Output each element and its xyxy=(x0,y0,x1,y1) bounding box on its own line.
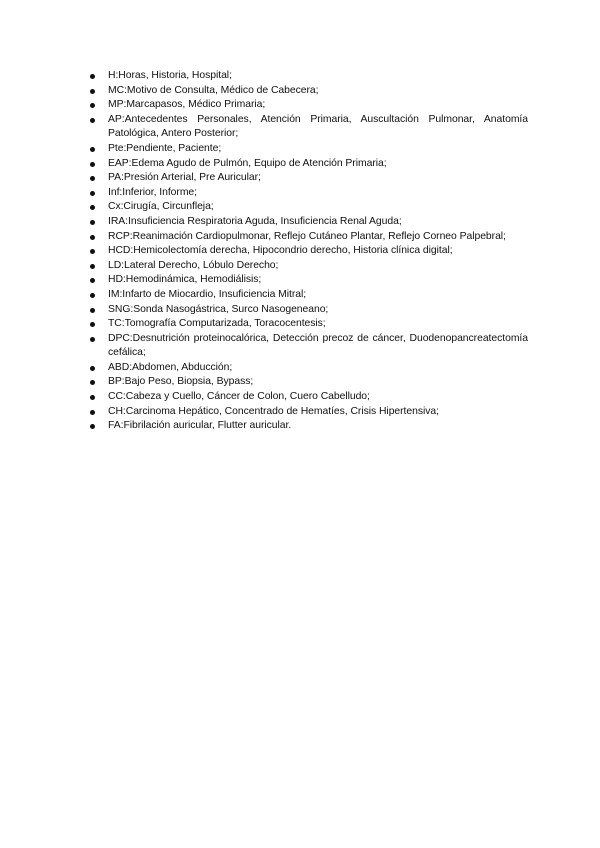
bullet-icon xyxy=(90,89,95,94)
list-item-text: MC:Motivo de Consulta, Médico de Cabecera; xyxy=(108,84,319,96)
list-item-text: AP:Antecedentes Personales, Atención Primaria, Auscultación Pulmonar, Anatomía Patológica, Antero Posterior; xyxy=(108,113,528,140)
list-item-text: HCD:Hemicolectomía derecha, Hipocondrio derecho, Historia clínica digital; xyxy=(108,245,453,257)
list-item-text: TC:Tomografía Computarizada, Toracocentesis; xyxy=(108,318,326,330)
list-item xyxy=(90,273,528,288)
list-item xyxy=(90,230,528,245)
list-item xyxy=(90,113,528,142)
list-item-text: SNG:Sonda Nasogástrica, Surco Nasogeneano; xyxy=(108,303,329,315)
bullet-icon xyxy=(90,293,95,298)
bullet-icon xyxy=(90,424,95,429)
bullet-icon xyxy=(90,176,95,181)
bullet-icon xyxy=(90,410,95,415)
list-item-text: H:Horas, Historia, Hospital; xyxy=(108,70,232,81)
list-item xyxy=(90,84,528,99)
bullet-icon xyxy=(90,308,95,313)
list-item xyxy=(90,303,528,318)
bullet-icon xyxy=(90,191,95,196)
list-item-text: MP:Marcapasos, Médico Primaria; xyxy=(108,99,266,111)
bullet-icon xyxy=(90,264,95,269)
list-item-text: FA:Fibrilación auricular, Flutter auricular. xyxy=(108,420,292,432)
bullet-icon xyxy=(90,74,95,79)
list-item xyxy=(90,171,528,186)
list-item xyxy=(90,98,528,113)
list-item-text: ABD:Abdomen, Abducción; xyxy=(108,361,233,373)
list-item-text: PA:Presión Arterial, Pre Auricular; xyxy=(108,172,261,184)
list-item xyxy=(90,332,528,361)
list-item-text: Cx:Cirugía, Circunfleja; xyxy=(108,201,214,213)
list-item-text: IM:Infarto de Miocardio, Insuficiencia Mitral; xyxy=(108,288,307,300)
list-item xyxy=(90,361,528,376)
list-item xyxy=(90,375,528,390)
list-item xyxy=(90,390,528,405)
list-item-text: IRA:Insuficiencia Respiratoria Aguda, Insuficiencia Renal Aguda; xyxy=(108,215,402,227)
bullet-icon xyxy=(90,366,95,371)
list-item xyxy=(90,288,528,303)
list-item xyxy=(90,215,528,230)
bullet-icon xyxy=(90,278,95,283)
bullet-icon xyxy=(90,162,95,167)
bullet-icon xyxy=(90,220,95,225)
list-item-text: Inf:Inferior, Informe; xyxy=(108,186,197,198)
list-item-text: HD:Hemodinámica, Hemodiálisis; xyxy=(108,274,262,286)
bullet-icon xyxy=(90,380,95,385)
list-item xyxy=(90,200,528,215)
bullet-icon xyxy=(90,395,95,400)
list-item-text: BP:Bajo Peso, Biopsia, Bypass; xyxy=(108,376,254,388)
list-item xyxy=(90,419,528,434)
bullet-icon xyxy=(90,235,95,240)
list-item-text: RCP:Reanimación Cardiopulmonar, Reflejo Cutáneo Plantar, Reflejo Corneo Palpebral; xyxy=(108,230,506,242)
list-item xyxy=(90,259,528,274)
bullet-icon xyxy=(90,249,95,254)
list-item xyxy=(90,157,528,172)
bullet-icon xyxy=(90,322,95,327)
list-item-text: Pte:Pendiente, Paciente; xyxy=(108,142,222,154)
bullet-icon xyxy=(90,205,95,210)
bullet-icon xyxy=(90,118,95,123)
bullet-icon xyxy=(90,337,95,342)
list-item xyxy=(90,317,528,332)
list-item-text: DPC:Desnutrición proteinocalórica, Detección precoz de cáncer, Duodenopancreatectomía cefálica; xyxy=(108,332,528,359)
list-item xyxy=(90,142,528,157)
abbreviation-list xyxy=(90,69,528,434)
bullet-icon xyxy=(90,147,95,152)
list-item-text: CC:Cabeza y Cuello, Cáncer de Colon, Cuero Cabelludo; xyxy=(108,391,370,403)
bullet-icon xyxy=(90,103,95,108)
list-item-text: EAP:Edema Agudo de Pulmón, Equipo de Atención Primaria; xyxy=(108,157,387,169)
list-item-text: CH:Carcinoma Hepático, Concentrado de Hematíes, Crisis Hipertensiva; xyxy=(108,405,439,417)
list-item-text: LD:Lateral Derecho, Lóbulo Derecho; xyxy=(108,259,279,271)
list-item xyxy=(90,405,528,420)
list-item xyxy=(90,244,528,259)
list-item xyxy=(90,186,528,201)
list-item xyxy=(90,69,528,84)
